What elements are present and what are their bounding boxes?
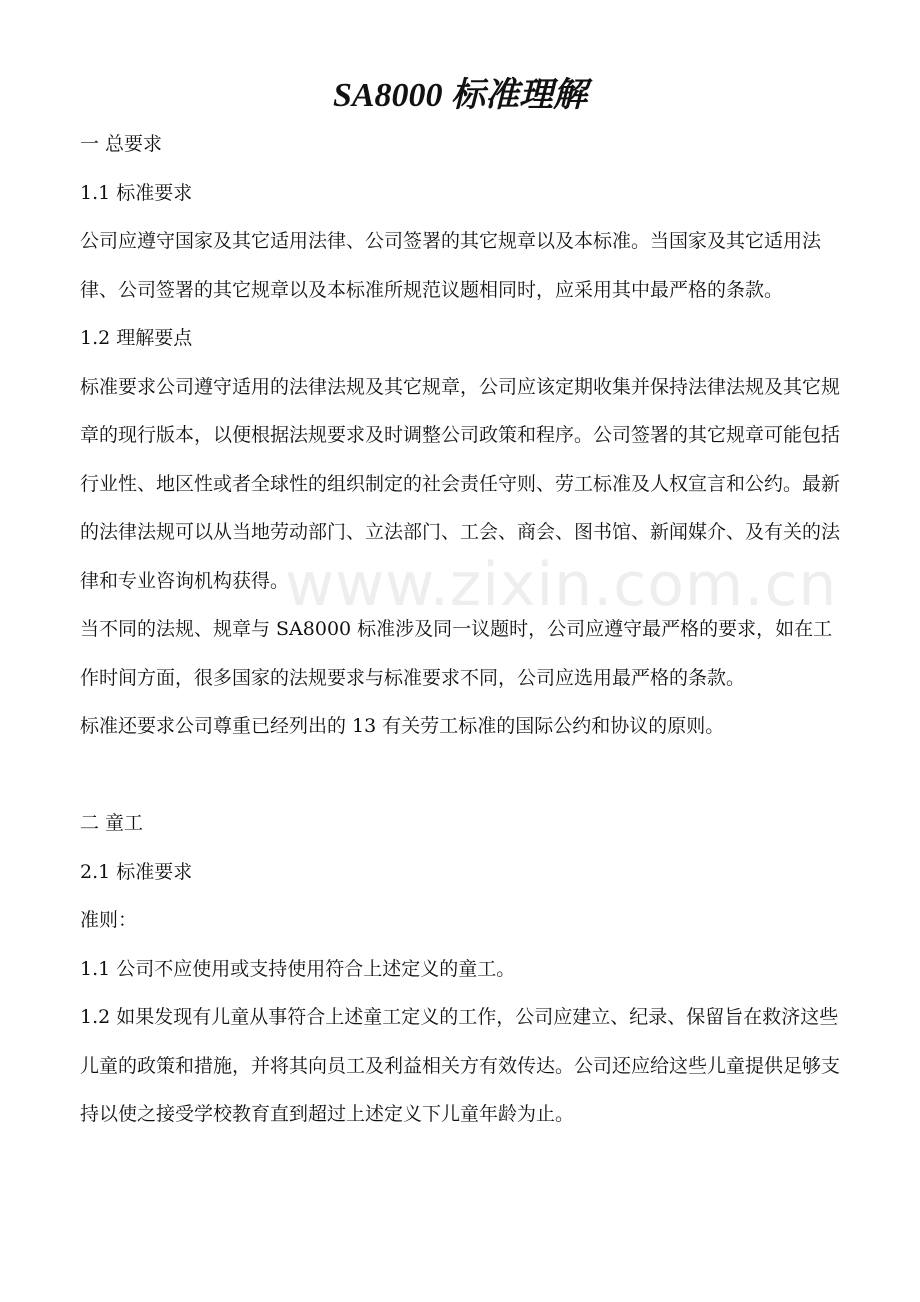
blank-line: [80, 751, 845, 800]
subsection-heading: 1.1 标准要求: [80, 181, 193, 204]
section-heading: 一 总要求: [80, 133, 163, 155]
paragraph: 标准要求公司遵守适用的法律法规及其它规章，公司应该定期收集并保持法律法规及其它规章的现行版本，以便根据法规要求及时调整公司政策和程序。公司签署的其它规章可能包括行业性、地区性或者全球性的组织制定的社会责任守则、劳工标准及人权宣言和公约。最新的法律法规可以从当地劳动部门、立法部门、工会、商会、图书馆、新闻媒介、及有关的法律和专业咨询机构获得。: [80, 375, 841, 592]
paragraph: 公司应遵守国家及其它适用法律、公司签署的其它规章以及本标准。当国家及其它适用法律、公司签署的其它规章以及本标准所规范议题相同时，应采用其中最严格的条款。: [80, 230, 822, 301]
document-title: SA8000 标准理解: [332, 77, 588, 114]
subsection-heading: 1.2 理解要点: [80, 327, 193, 349]
section-heading: 二 童工: [80, 812, 144, 834]
paragraph: 标准还要求公司尊重已经列出的 13 有关劳工标准的国际公约和协议的原则。: [80, 715, 725, 737]
list-item: 1.2 如果发现有儿童从事符合上述童工定义的工作，公司应建立、纪录、保留旨在救济这些儿童的政策和措施，并将其向员工及利益相关方有效传达。公司还应给这些儿童提供足够支持以使之接受学校教育直到超过上述定义下儿童年龄为止。: [80, 1006, 841, 1125]
watermark: www.zixin.com.cn: [285, 550, 838, 620]
subsection-heading: 2.1 标准要求: [80, 860, 193, 883]
paragraph: 当不同的法规、规章与 SA8000 标准涉及同一议题时，公司应遵守最严格的要求，如在工作时间方面，很多国家的法规要求与标准要求不同，公司应选用最严格的条款。: [80, 618, 833, 689]
document-body: [80, 120, 845, 1139]
criteria-label: 准则：: [80, 909, 138, 931]
list-item: 1.1 公司不应使用或支持使用符合上述定义的童工。: [80, 957, 516, 980]
